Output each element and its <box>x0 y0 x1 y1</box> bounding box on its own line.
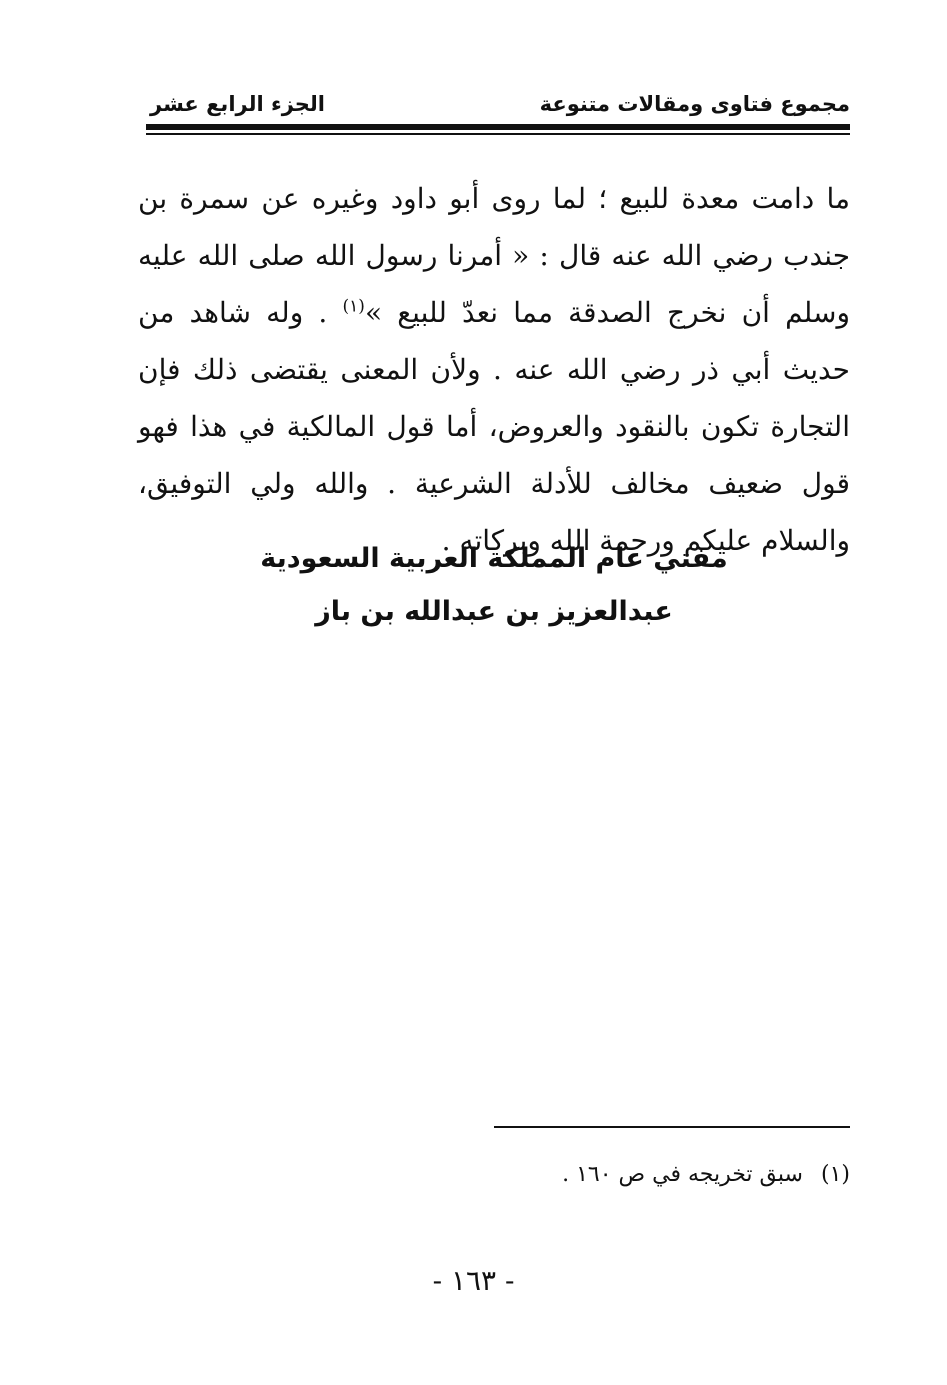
header-rule-thin <box>146 133 850 135</box>
footnote-text: سبق تخريجه في ص ١٦٠ . <box>562 1162 803 1187</box>
footnote <box>562 1162 850 1187</box>
volume-label: الجزء الرابع عشر <box>150 92 325 116</box>
body-line-1: ما دامت معدة للبيع ؛ لما روى أبو داود وغيره عن سمرة بن <box>138 182 850 215</box>
body-line-7: والسلام عليكم ورحمة الله وبركاته . <box>441 524 850 557</box>
body-line-5: التجارة تكون بالنقود والعروض، أما قول المالكية في هذا فهو <box>138 410 850 443</box>
book-title: مجموع فتاوى ومقالات متنوعة <box>539 92 850 116</box>
body-line-6: قول ضعيف مخالف للأدلة الشرعية . والله ولي التوفيق، <box>138 467 850 500</box>
footnote-separator <box>494 1126 850 1128</box>
body-line-3-text: وسلم أن نخرج الصدقة مما نعدّ للبيع » <box>364 296 851 329</box>
footnote-mark: (١) <box>820 1162 850 1187</box>
signature-title: مفتي عام المملكة العربية السعودية <box>260 543 728 574</box>
body-paragraph <box>138 170 850 569</box>
body-line-2: جندب رضي الله عنه قال : « أمرنا رسول الله صلى الله عليه <box>138 239 850 272</box>
body-line-3-tail: . وله شاهد من <box>138 296 328 329</box>
header-rule-thick <box>146 124 850 130</box>
body-line-3 <box>138 284 850 341</box>
body-line-4: حديث أبي ذر رضي الله عنه . ولأن المعنى يقتضى ذلك فإن <box>138 353 850 386</box>
page-number: - ١٦٣ - <box>432 1264 515 1297</box>
signature-name: عبدالعزيز بن عبدالله بن باز <box>315 596 673 627</box>
footnote-reference[interactable]: (١) <box>342 296 365 317</box>
